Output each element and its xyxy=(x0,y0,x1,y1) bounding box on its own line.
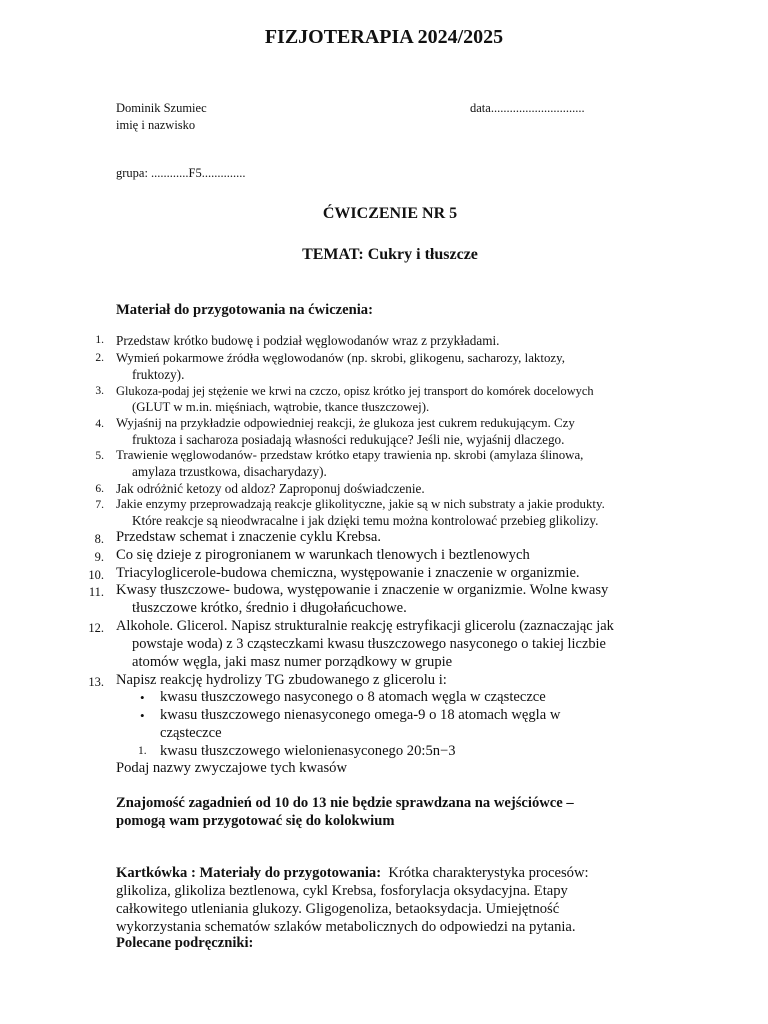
list-text: Jakie enzymy przeprowadzają reakcje glikolityczne, jakie są w nich substraty a jakie produkty. xyxy=(116,497,605,511)
list-number: 5. xyxy=(95,450,104,462)
list-text: tłuszczowe krótko, średnio i długołańcuchowe. xyxy=(132,600,407,616)
list-number: 11. xyxy=(88,585,104,599)
list-number: 4. xyxy=(95,418,104,430)
list-text: atomów węgla, jaki masz numer porządkowy w grupie xyxy=(132,654,453,670)
sub-list-number: 1. xyxy=(138,745,147,757)
sub-list-text: kwasu tłuszczowego nienasyconego omega-9 o 18 atomach węgla w xyxy=(160,707,561,723)
textbooks-label: Polecane podręczniki: xyxy=(116,935,254,951)
quiz-first-line xyxy=(116,865,589,882)
list-text: Triacyloglicerole-budowa chemiczna, występowanie i znaczenie w organizmie. xyxy=(116,565,580,581)
date-field: data.............................. xyxy=(470,101,585,115)
list-text: Jak odróżnić ketozy od aldoz? Zaproponuj doświadczenie. xyxy=(116,481,425,496)
sub-list-text: kwasu tłuszczowego nasyconego o 8 atomach węgla w cząsteczce xyxy=(160,689,546,705)
list-number: 6. xyxy=(95,483,104,495)
student-name: Dominik Szumiec xyxy=(116,101,207,115)
list-text: Które reakcje są nieodwracalne i jak dzięki temu można kontrolować przebieg glikolizy. xyxy=(132,513,599,528)
quiz-text: Krótka charakterystyka procesów: xyxy=(381,865,589,881)
list-number: 7. xyxy=(95,499,104,511)
list-text: fruktoza i sacharoza posiadają własności redukujące? Jeśli nie, wyjaśnij dlaczego. xyxy=(132,432,565,447)
list-text: fruktozy). xyxy=(132,367,185,382)
bullet-marker: • xyxy=(140,708,145,723)
sub-list-text: cząsteczce xyxy=(160,725,222,741)
list-text: Wymień pokarmowe źródła węglowodanów (np. skrobi, glikogenu, sacharozy, laktozy, xyxy=(116,351,565,365)
sub-list-text: kwasu tłuszczowego wielonienasyconego 20:5n−3 xyxy=(160,743,456,759)
note-line: Znajomość zagadnień od 10 do 13 nie będzie sprawdzana na wejściówce – xyxy=(116,795,574,811)
topic-heading: TEMAT: Cukry i tłuszcze xyxy=(302,246,478,263)
list-text: Wyjaśnij na przykładzie odpowiedniej reakcji, że glukoza jest cukrem redukującym. Czy xyxy=(116,416,575,430)
list-text: Co się dzieje z pirogronianem w warunkach tlenowych i beztlenowych xyxy=(116,547,530,563)
list-number: 9. xyxy=(94,550,104,564)
list-text: amylaza trzustkowa, disacharydazy). xyxy=(132,464,327,479)
names-instruction: Podaj nazwy zwyczajowe tych kwasów xyxy=(116,760,347,776)
group-field: grupa: ............F5.............. xyxy=(116,166,246,180)
quiz-text: glikoliza, glikoliza beztlenowa, cykl Krebsa, fosforylacja oksydacyjna. Etapy xyxy=(116,883,568,899)
list-text: powstaje woda) z 3 cząsteczkami kwasu tłuszczowego nasyconego o takiej liczbie xyxy=(132,636,606,652)
name-caption: imię i nazwisko xyxy=(116,118,196,132)
quiz-text: całkowitego utleniania glukozy. Gligogenoliza, betaoksydacja. Umiejętność xyxy=(116,901,560,917)
list-number: 1. xyxy=(95,334,104,346)
note-line: pomogą wam przygotować się do kolokwium xyxy=(116,813,395,829)
list-text: Napisz reakcję hydrolizy TG zbudowanego z glicerolu i: xyxy=(116,672,447,688)
quiz-heading: Kartkówka : Materiały do przygotowania: xyxy=(116,865,382,881)
list-number: 8. xyxy=(94,532,104,546)
list-text: Przedstaw krótko budowę i podział węglowodanów wraz z przykładami. xyxy=(116,333,500,348)
list-number: 10. xyxy=(88,568,104,582)
list-text: Kwasy tłuszczowe- budowa, występowanie i znaczenie w organizmie. Wolne kwasy xyxy=(116,582,609,598)
list-text: Przedstaw schemat i znaczenie cyklu Krebsa. xyxy=(116,529,382,545)
list-number: 13. xyxy=(88,675,104,689)
list-number: 3. xyxy=(95,385,104,397)
document-title: FIZJOTERAPIA 2024/2025 xyxy=(264,26,504,48)
list-number: 12. xyxy=(88,621,104,635)
list-text: Trawienie węglowodanów- przedstaw krótko etapy trawienia np. skrobi (amylaza ślinowa, xyxy=(116,448,584,462)
bullet-marker: • xyxy=(140,690,145,705)
list-text: Alkohole. Glicerol. Napisz strukturalnie reakcję estryfikacji glicerolu (zaznaczając jak xyxy=(116,618,614,634)
quiz-text: wykorzystania schematów szlaków metabolicznych do odpowiedzi na pytania. xyxy=(116,919,576,935)
list-number: 2. xyxy=(95,352,104,364)
list-text: (GLUT w m.in. mięśniach, wątrobie, tkance tłuszczowej). xyxy=(132,400,430,414)
materials-heading: Materiał do przygotowania na ćwiczenia: xyxy=(116,302,373,318)
list-text: Glukoza-podaj jej stężenie we krwi na czczo, opisz krótko jej transport do komórek docelowych xyxy=(116,384,594,398)
exercise-title: ĆWICZENIE NR 5 xyxy=(322,205,458,222)
